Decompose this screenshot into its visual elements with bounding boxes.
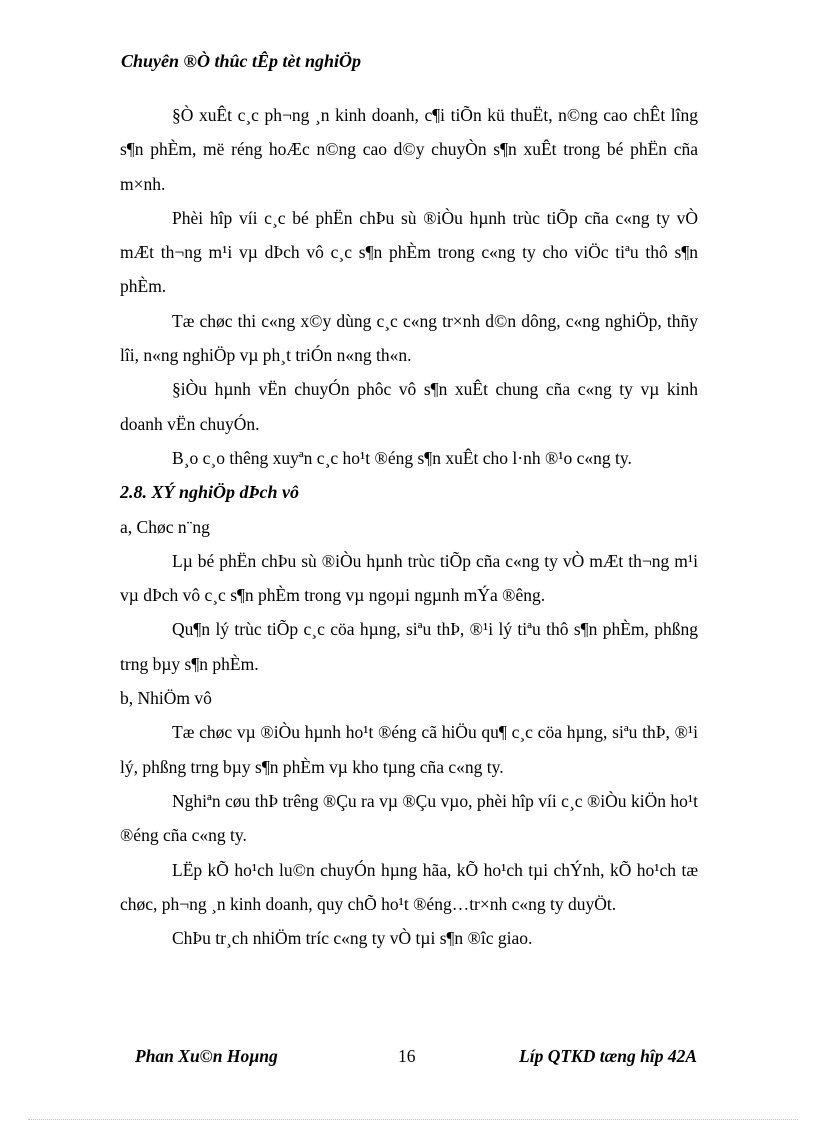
paragraph-6: Lµ bé phËn chÞu sù ®iÒu hµnh trùc tiÕp cña c«ng ty vÒ mÆt th¬ng m¹i vµ dÞch vô c¸c s¶n phÈm trong vµ ngoµi ngµnh mÝa ®êng. xyxy=(120,550,698,606)
paragraph-5: B¸o c¸o thêng xuyªn c¸c ho¹t ®éng s¶n xuÊt cho l·nh ®¹o c«ng ty. xyxy=(172,447,632,468)
paragraph-7: Qu¶n lý trùc tiÕp c¸c cöa hµng, siªu thÞ, ®¹i lý tiªu thô s¶n phÈm, phßng trng bµy s¶n phÈm. xyxy=(120,619,698,674)
paragraph-2: Phèi hîp víi c¸c bé phËn chÞu sù ®iÒu hµnh trùc tiÕp cña c«ng ty vÒ mÆt th¬ng m¹i vµ dÞch vô c¸c s¶n phÈm trong c«ng ty cho viÖc tiªu thô s¶n phÈm. xyxy=(120,207,698,297)
section-heading: 2.8. XÝ nghiÖp dÞch vô xyxy=(120,482,300,503)
paragraph-11: ChÞu tr¸ch nhiÖm tríc c«ng ty vÒ tµi s¶n ®îc giao. xyxy=(172,928,533,949)
paragraph-1: §Ò xuÊt c¸c ph¬ng ¸n kinh doanh, c¶i tiÕn kü thuËt, n©ng cao chÊt lîng s¶n phÈm, më réng hoÆc n©ng cao d©y chuyÒn s¶n xuÊt trong bé phËn cña m×nh. xyxy=(120,105,698,194)
page-body xyxy=(120,98,698,955)
subheading-functions: a, Chøc n¨ng xyxy=(120,516,210,537)
paragraph-10: LËp kÕ ho¹ch lu©n chuyÓn hµng hãa, kÕ ho¹ch tµi chÝnh, kÕ ho¹ch tæ chøc, ph¬ng ¸n kinh doanh, quy chÕ ho¹t ®éng…tr×nh c«ng ty duyÖt. xyxy=(120,859,698,914)
footer-class-name: Líp QTKD tæng hîp 42A xyxy=(519,1046,697,1066)
paragraph-3: Tæ chøc thi c«ng x©y dùng c¸c c«ng tr×nh d©n dông, c«ng nghiÖp, thñy lîi, n«ng nghiÖp vµ ph¸t triÓn n«ng th«n. xyxy=(120,310,698,366)
subheading-duties: b, NhiÖm vô xyxy=(120,688,212,709)
paragraph-8: Tæ chøc vµ ®iÒu hµnh ho¹t ®éng cã hiÖu qu¶ c¸c cöa hµng, siªu thÞ, ®¹i lý, phßng trng bµy s¶n phÈm vµ kho tµng cña c«ng ty. xyxy=(120,722,698,777)
page-number: 16 xyxy=(398,1046,416,1066)
paragraph-4: §iÒu hµnh vËn chuyÓn phôc vô s¶n xuÊt chung cña c«ng ty vµ kinh doanh vËn chuyÓn. xyxy=(120,379,698,434)
running-header: Chuyên ®Ò thûc tÊp tèt nghiÖp xyxy=(121,51,361,71)
paragraph-9: Nghiªn cøu thÞ trêng ®Çu ra vµ ®Çu vµo, phèi hîp víi c¸c ®iÒu kiÖn ho¹t ®éng cña c«ng ty. xyxy=(120,790,698,846)
page-footer xyxy=(0,1046,816,1076)
footer-author: Phan Xu©n Hoµng xyxy=(135,1046,278,1066)
page-bottom-divider xyxy=(28,1119,798,1120)
